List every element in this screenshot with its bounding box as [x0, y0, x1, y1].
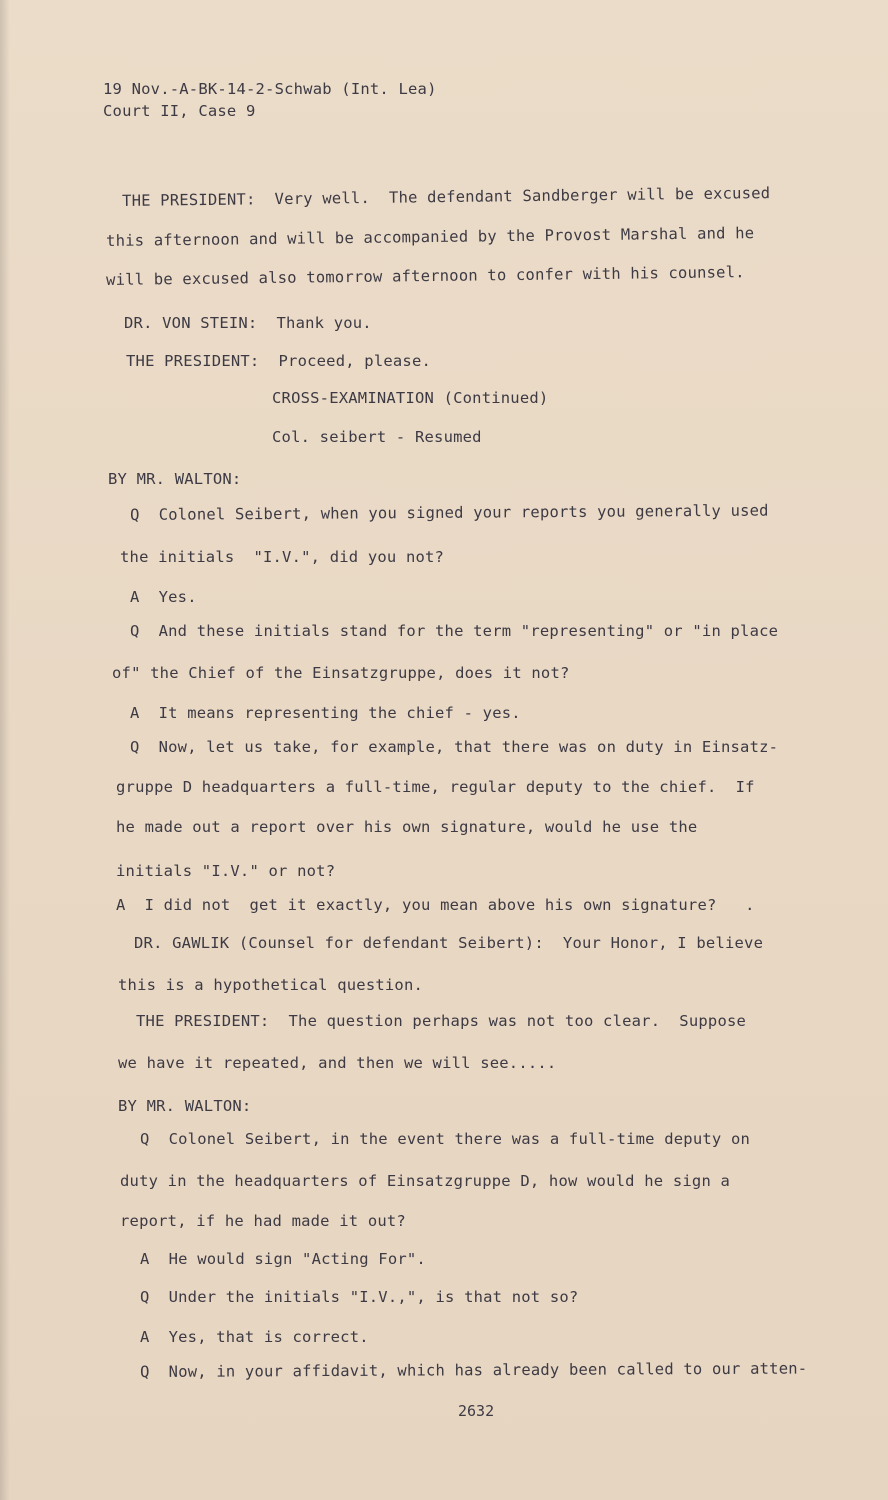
transcript-line: THE PRESIDENT: Very well. The defendant Sandberger will be excused [122, 184, 771, 210]
answer-line: A It means representing the chief - yes. [130, 704, 521, 722]
question-line: Q Colonel Seibert, in the event there was a full-time deputy on [140, 1130, 751, 1148]
examiner-line: BY MR. WALTON: [108, 470, 242, 488]
transcript-line: of" the Chief of the Einsatzgruppe, does it not? [112, 664, 570, 682]
transcript-line: we have it repeated, and then we will see..... [118, 1054, 557, 1072]
question-line: Q Now, in your affidavit, which has already been called to our atten- [140, 1359, 808, 1381]
transcript-line: duty in the headquarters of Einsatzgruppe D, how would he sign a [120, 1172, 731, 1190]
transcript-line: this afternoon and will be accompanied by the Provost Marshal and he [106, 224, 755, 250]
page-number: 2632 [458, 1402, 495, 1420]
transcript-line: THE PRESIDENT: The question perhaps was not too clear. Suppose [136, 1012, 747, 1030]
transcript-line: THE PRESIDENT: Proceed, please. [126, 352, 432, 370]
section-heading: CROSS-EXAMINATION (Continued) [272, 389, 549, 407]
examiner-line: BY MR. WALTON: [118, 1097, 252, 1115]
question-line: Q And these initials stand for the term "representing" or "in place [130, 622, 779, 640]
transcript-line: the initials "I.V.", did you not? [120, 548, 445, 566]
transcript-line: DR. GAWLIK (Counsel for defendant Seibert): Your Honor, I believe [134, 934, 764, 952]
header-reference: 19 Nov.-A-BK-14-2-Schwab (Int. Lea) [103, 80, 437, 98]
question-line: Q Colonel Seibert, when you signed your reports you generally used [130, 501, 769, 524]
transcript-line: gruppe D headquarters a full-time, regular deputy to the chief. If [116, 778, 755, 796]
answer-line: A I did not get it exactly, you mean above his own signature? . [116, 896, 755, 914]
question-line: Q Now, let us take, for example, that there was on duty in Einsatz- [130, 738, 779, 756]
header-court-case: Court II, Case 9 [103, 102, 256, 120]
witness-line: Col. seibert - Resumed [272, 428, 482, 446]
answer-line: A Yes. [130, 588, 197, 606]
transcript-line: report, if he had made it out? [120, 1212, 406, 1230]
transcript-line: initials "I.V." or not? [116, 862, 336, 880]
answer-line: A He would sign "Acting For". [140, 1250, 426, 1268]
question-line: Q Under the initials "I.V.,", is that not so? [140, 1288, 579, 1306]
answer-line: A Yes, that is correct. [140, 1328, 369, 1346]
transcript-line: this is a hypothetical question. [118, 976, 424, 994]
transcript-line: will be excused also tomorrow afternoon to confer with his counsel. [106, 263, 745, 289]
transcript-line: DR. VON STEIN: Thank you. [124, 314, 372, 332]
transcript-line: he made out a report over his own signature, would he use the [116, 818, 698, 836]
